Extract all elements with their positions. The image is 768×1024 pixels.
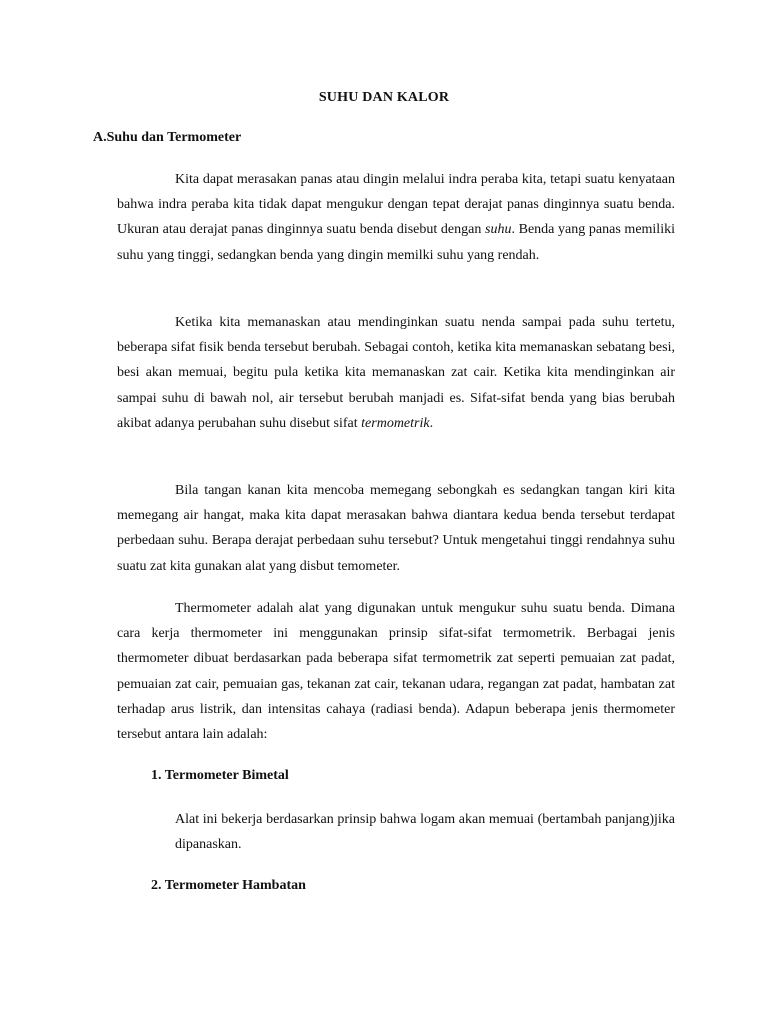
paragraph-text: Bila tangan kanan kita mencoba memegang sebongkah es sedangkan tangan kiri kita memegang air hangat, maka kita dapat merasakan bahwa diantara kedua benda tersebut terdapat perbedaan suhu. Berapa derajat perbedaan suhu tersebut? Untuk mengetahui tinggi rendahnya suhu suatu zat kita gunakan alat yang disbut temometer.	[117, 483, 675, 574]
paragraph-3	[117, 478, 675, 579]
paragraph-1	[117, 167, 675, 268]
document-title: SUHU DAN KALOR	[318, 90, 450, 105]
paragraph-text: Kita dapat merasakan panas atau dingin melalui indra peraba kita, tetapi suatu kenyataan bahwa indra peraba kita tidak dapat mengukur dengan tepat derajat panas dinginnya suatu benda. Ukuran atau derajat panas dinginnya suatu benda disebut dengan	[117, 172, 675, 238]
paragraph-text: Thermometer adalah alat yang digunakan untuk mengukur suhu suatu benda. Dimana cara kerja thermometer ini menggunakan prinsip sifat-sifat termometrik. Berbagai jenis thermometer dibuat berdasarkan pada beberapa sifat termometrik zat seperti pemuaian zat padat, pemuaian zat cair, pemuaian gas, tekanan zat cair, tekanan udara, regangan zat padat, hambatan zat terhadap arus listrik, dan intensitas cahaya (radiasi benda). Adapun beberapa jenis thermometer tersebut antara lain adalah:	[117, 601, 675, 743]
paragraph-4	[117, 596, 675, 747]
section-heading: A.Suhu dan Termometer	[93, 130, 242, 145]
list-description-bimetal: Alat ini bekerja berdasarkan prinsip bahwa logam akan memuai (bertambah panjang)jika dipanaskan.	[175, 812, 675, 853]
italic-term: suhu	[485, 222, 512, 238]
paragraph-2	[117, 310, 675, 436]
list-heading-hambatan: 2. Termometer Hambatan	[151, 878, 306, 893]
paragraph-text: Ketika kita memanaskan atau mendinginkan suatu nenda sampai pada suhu tertetu, beberapa sifat fisik benda tersebut berubah. Sebagai contoh, ketika kita memanaskan sebatang besi, besi akan memuai, begitu pula ketika kita memanaskan zat cair. Ketika kita mendinginkan air sampai suhu di bawah nol, air tersebut berubah manjadi es. Sifat-sifat benda yang bias berubah akibat adanya perubahan suhu disebut sifat	[117, 315, 675, 431]
list-heading-bimetal: 1. Termometer Bimetal	[151, 768, 289, 783]
paragraph-text: .	[429, 415, 434, 431]
paragraph-text: . Benda yang panas memiliki suhu yang tinggi, sedangkan benda yang dingin memilki suhu yang rendah.	[117, 222, 675, 263]
italic-term: termometrik	[361, 415, 430, 431]
